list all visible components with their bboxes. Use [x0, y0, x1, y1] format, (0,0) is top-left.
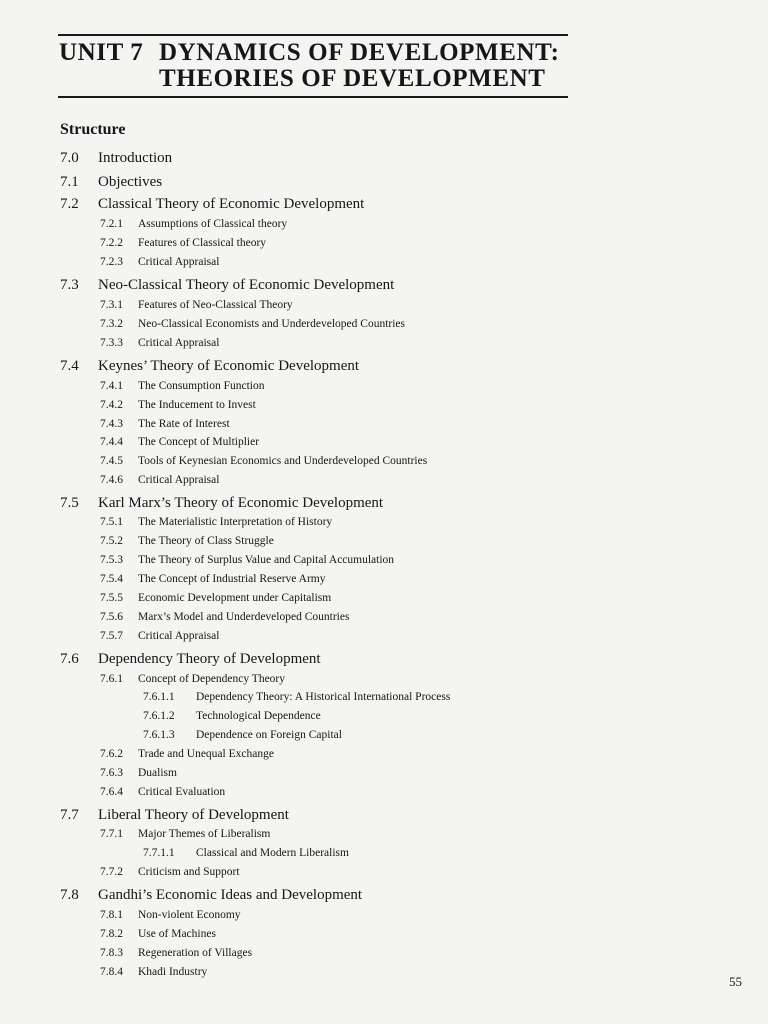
toc-number: 7.8.3	[100, 947, 123, 959]
toc-number: 7.5.6	[100, 611, 123, 623]
toc-label: Objectives	[98, 174, 163, 190]
structure-heading: Structure	[60, 121, 126, 138]
toc-label: Critical Appraisal	[138, 474, 220, 486]
toc-label: Keynes’ Theory of Economic Development	[98, 358, 360, 374]
toc-label: Critical Appraisal	[138, 256, 220, 268]
header-bottom-rule	[58, 96, 568, 98]
toc-label: Marx’s Model and Underdeveloped Countries	[138, 611, 350, 623]
toc-label: Critical Appraisal	[138, 630, 220, 642]
toc-number: 7.7.1	[100, 828, 123, 840]
toc-number: 7.6.1	[100, 673, 123, 685]
toc-label: Introduction	[98, 150, 173, 166]
toc-label: Use of Machines	[138, 928, 216, 940]
toc-label: Features of Classical theory	[138, 237, 267, 249]
toc-number: 7.4	[60, 358, 79, 374]
toc-label: The Concept of Multiplier	[138, 436, 260, 448]
toc-number: 7.6.3	[100, 767, 123, 779]
toc-label: Dualism	[138, 767, 177, 779]
toc-number: 7.7.1.1	[143, 847, 175, 859]
toc-label: Major Themes of Liberalism	[138, 828, 271, 840]
toc-number: 7.5.1	[100, 516, 123, 528]
toc-number: 7.5	[60, 495, 79, 511]
toc-number: 7.8.1	[100, 909, 123, 921]
toc-number: 7.6.1.3	[143, 729, 175, 741]
toc-number: 7.7	[60, 807, 79, 823]
toc-number: 7.3.2	[100, 318, 123, 330]
toc-number: 7.4.4	[100, 436, 123, 448]
toc-number: 7.2.2	[100, 237, 123, 249]
toc-number: 7.5.3	[100, 554, 123, 566]
toc-number: 7.4.5	[100, 455, 123, 467]
toc-number: 7.6.1.2	[143, 710, 175, 722]
toc-label: Classical and Modern Liberalism	[196, 847, 349, 859]
toc-label: Dependency Theory: A Historical International Process	[196, 691, 451, 703]
toc-label: Tools of Keynesian Economics and Underdeveloped Countries	[138, 455, 428, 467]
toc-number: 7.4.1	[100, 380, 123, 392]
toc-label: Technological Dependence	[196, 710, 321, 722]
toc-label: Trade and Unequal Exchange	[138, 748, 274, 760]
unit-title-line-1: DYNAMICS OF DEVELOPMENT:	[159, 39, 560, 66]
toc-number: 7.5.2	[100, 535, 123, 547]
unit-label: UNIT 7	[59, 39, 144, 66]
toc-label: Neo-Classical Theory of Economic Development	[98, 277, 395, 293]
toc-label: The Theory of Class Struggle	[138, 535, 274, 547]
toc-number: 7.6.4	[100, 786, 123, 798]
toc-number: 7.4.3	[100, 418, 123, 430]
toc-number: 7.3.3	[100, 337, 123, 349]
toc-number: 7.3	[60, 277, 79, 293]
toc-label: Critical Appraisal	[138, 337, 220, 349]
toc-number: 7.1	[60, 174, 79, 190]
toc-label: Criticism and Support	[138, 866, 240, 878]
toc-label: Khadi Industry	[138, 966, 208, 978]
toc-number: 7.4.2	[100, 399, 123, 411]
toc-number: 7.6.2	[100, 748, 123, 760]
toc-number: 7.7.2	[100, 866, 123, 878]
toc-number: 7.5.7	[100, 630, 123, 642]
toc-number: 7.3.1	[100, 299, 123, 311]
toc-label: The Concept of Industrial Reserve Army	[138, 573, 326, 585]
toc-label: Regeneration of Villages	[138, 947, 253, 959]
toc-number: 7.8	[60, 887, 79, 903]
toc-label: Dependency Theory of Development	[98, 651, 321, 667]
toc-number: 7.5.5	[100, 592, 123, 604]
toc-label: The Inducement to Invest	[138, 399, 256, 411]
toc-label: Classical Theory of Economic Development	[98, 196, 365, 212]
toc-number: 7.8.4	[100, 966, 123, 978]
toc-label: Features of Neo-Classical Theory	[138, 299, 293, 311]
unit-title-line-2: THEORIES OF DEVELOPMENT	[159, 65, 546, 92]
toc-label: The Theory of Surplus Value and Capital Accumulation	[138, 554, 395, 566]
toc-label: Liberal Theory of Development	[98, 807, 289, 823]
toc-number: 7.6	[60, 651, 79, 667]
toc-number: 7.2.1	[100, 218, 123, 230]
toc-label: The Materialistic Interpretation of History	[138, 516, 333, 528]
toc-number: 7.8.2	[100, 928, 123, 940]
toc-label: Critical Evaluation	[138, 786, 226, 798]
toc-label: The Rate of Interest	[138, 418, 230, 430]
toc-number: 7.2	[60, 196, 79, 212]
toc-label: Assumptions of Classical theory	[138, 218, 288, 230]
header-top-rule	[58, 34, 568, 36]
toc-number: 7.4.6	[100, 474, 123, 486]
toc-label: The Consumption Function	[138, 380, 265, 392]
toc-label: Gandhi’s Economic Ideas and Development	[98, 887, 363, 903]
toc-number: 7.0	[60, 150, 79, 166]
toc-number: 7.6.1.1	[143, 691, 175, 703]
toc-label: Karl Marx’s Theory of Economic Development	[98, 495, 384, 511]
toc-label: Economic Development under Capitalism	[138, 592, 332, 604]
toc-number: 7.5.4	[100, 573, 123, 585]
toc-number: 7.2.3	[100, 256, 123, 268]
page-number: 55	[729, 974, 742, 989]
toc-label: Dependence on Foreign Capital	[196, 729, 342, 741]
toc-label: Concept of Dependency Theory	[138, 673, 286, 685]
toc-label: Non-violent Economy	[138, 909, 241, 921]
toc-label: Neo-Classical Economists and Underdeveloped Countries	[138, 318, 405, 330]
